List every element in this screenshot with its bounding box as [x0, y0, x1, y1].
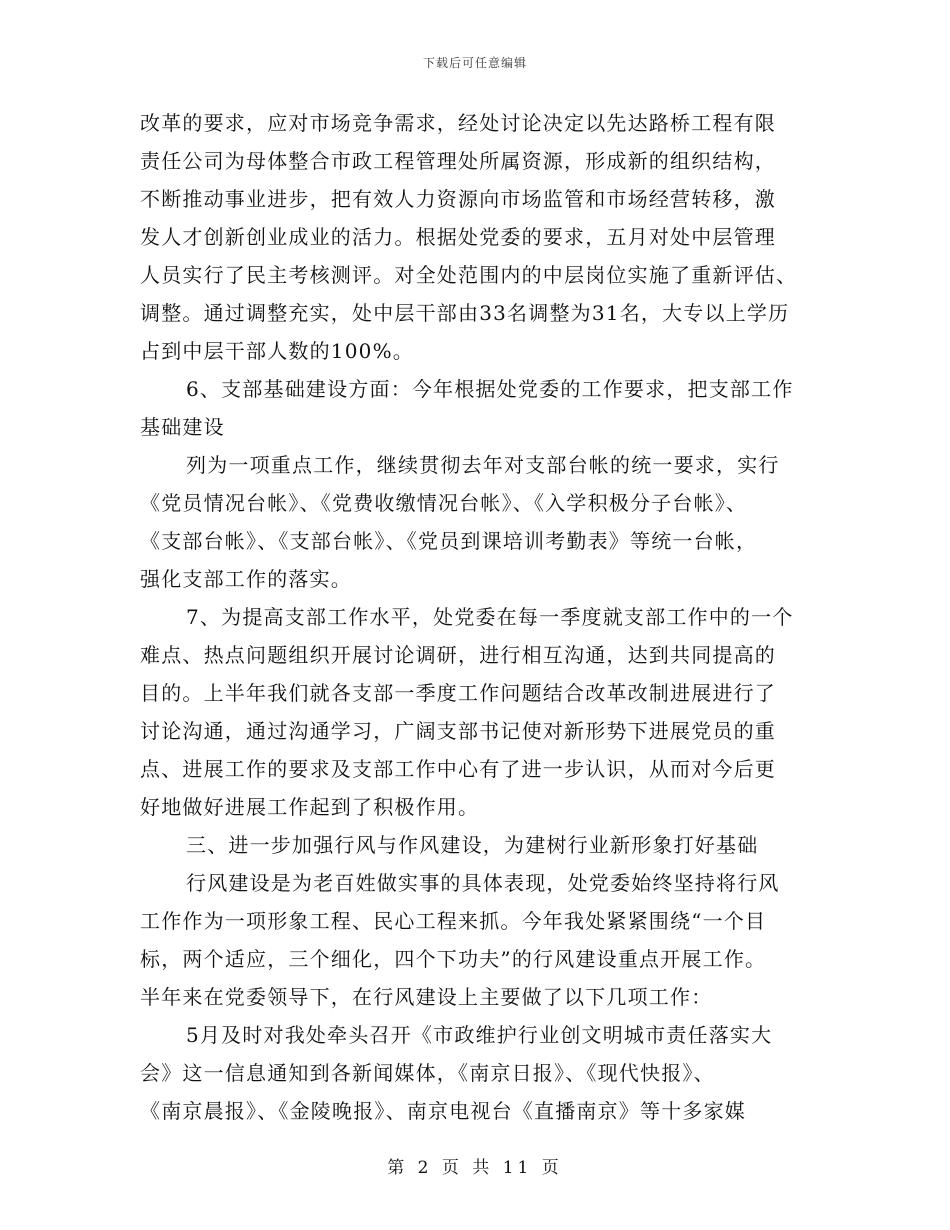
text-line: 《党员情况台帐》、《党费收缴情况台帐》、《入学积极分子台帐》、: [140, 491, 748, 515]
text-line: 点、进展工作的要求及支部工作中心有了进一步认识，从而对今后更: [140, 757, 776, 781]
paragraph-start-line: 5月及时对我处牵头召开《市政维护行业创文明城市责任落实大: [186, 1023, 773, 1047]
paragraph-start-line: 行风建设是为老百姓做实事的具体表现，处党委始终坚持将行风: [186, 871, 780, 895]
section-heading: 三、进一步加强行风与作风建设，为建树行业新形象打好基础: [186, 833, 759, 857]
page-footer: 第 2 页 共 11 页: [387, 1158, 563, 1178]
document-body: [140, 104, 820, 1130]
text-line: 基础建设: [140, 415, 225, 439]
text-line: 占到中层干部人数的100%。: [140, 339, 414, 363]
text-line: 半年来在党委领导下，在行风建设上主要做了以下几项工作：: [140, 985, 713, 1009]
text-line: 目的。上半年我们就各支部一季度工作问题结合改革改制进展进行了: [140, 681, 776, 705]
text-line: 讨论沟通，通过沟通学习，广阔支部书记使对新形势下进展党员的重: [140, 719, 776, 743]
text-line: 改革的要求，应对市场竞争需求，经处讨论决定以先达路桥工程有限: [140, 111, 776, 135]
text-line: 工作作为一项形象工程、民心工程来抓。今年我处紧紧围绕“一个目: [140, 909, 767, 933]
text-line: 调整。通过调整充实，处中层干部由33名调整为31名，大专以上学历: [140, 301, 790, 325]
paragraph-start-line: 列为一项重点工作，继续贯彻去年对支部台帐的统一要求，实行: [186, 453, 780, 477]
text-line: 强化支部工作的落实。: [140, 567, 352, 591]
text-line: 会》这一信息通知到各新闻媒体，《南京日报》、《现代快报》、: [140, 1061, 715, 1085]
text-line: 标，两个适应，三个细化，四个下功夫”的行风建设重点开展工作。: [140, 947, 767, 971]
text-line: 《支部台帐》、《支部台帐》、《党员到课培训考勤表》等统一台帐，: [140, 529, 758, 553]
text-line: 《南京晨报》、《金陵晚报》、南京电视台《直播南京》等十多家媒: [140, 1099, 746, 1123]
text-line: 难点、热点问题组织开展讨论调研，进行相互沟通，达到共同提高的: [140, 643, 776, 667]
text-line: 人员实行了民主考核测评。对全处范围内的中层岗位实施了重新评估、: [140, 263, 798, 287]
text-line: 发人才创新创业成业的活力。根据处党委的要求，五月对处中层管理: [140, 225, 776, 249]
paragraph-start-line: 6、支部基础建设方面：今年根据处党委的工作要求，把支部工作: [186, 377, 794, 401]
text-line: 不断推动事业进步，把有效人力资源向市场监管和市场经营转移，激: [140, 187, 776, 211]
paragraph-start-line: 7、为提高支部工作水平，处党委在每一季度就支部工作中的一个: [186, 605, 794, 629]
text-line: 好地做好进展工作起到了积极作用。: [140, 795, 480, 819]
text-line: 责任公司为母体整合市政工程管理处所属资源，形成新的组织结构，: [140, 149, 776, 173]
page-header: 下载后可任意编辑: [422, 56, 527, 70]
